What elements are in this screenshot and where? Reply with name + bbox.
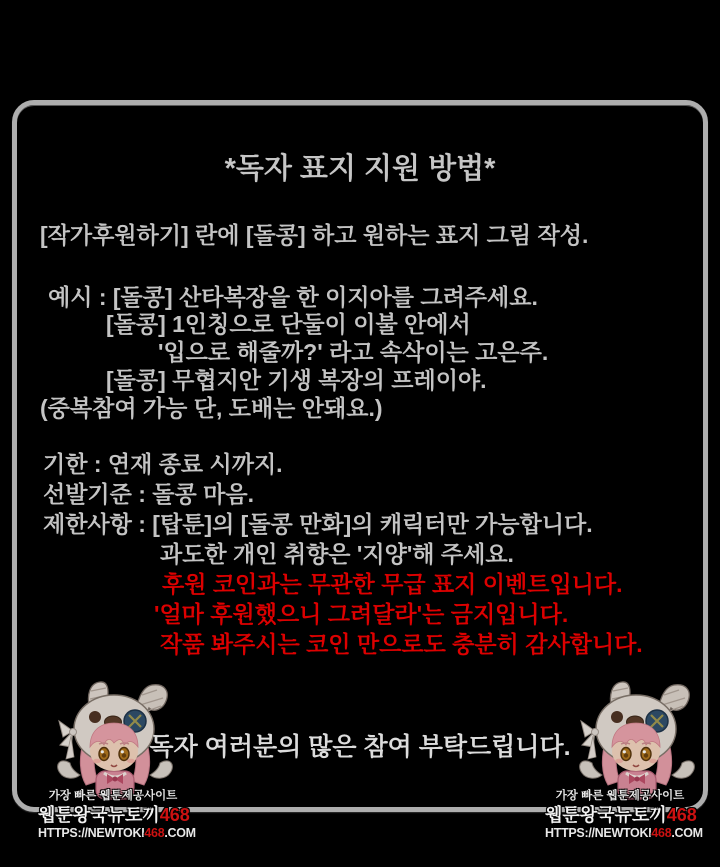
deadline-line: 기한 : 연재 종료 시까지. xyxy=(43,451,283,477)
watermark-site-number: 468 xyxy=(666,805,697,825)
watermark-url-number: 468 xyxy=(651,826,672,840)
support-method-line: [작가후원하기] 란에 [돌콩] 하고 원하는 표지 그림 작성. xyxy=(40,222,589,248)
watermark-tagline: 가장 빠른 웹툰제공사이트 xyxy=(555,790,685,802)
warning-line-3: 작품 봐주시는 코인 만으로도 충분히 감사합니다. xyxy=(160,631,643,657)
watermark-url xyxy=(38,826,196,841)
example-line-2: [돌콩] 1인칭으로 단둘이 이불 안에서 xyxy=(106,311,471,337)
watermark-site-name xyxy=(38,804,188,826)
watermark-site-number: 468 xyxy=(159,805,190,825)
restriction-line-2: 과도한 개인 취향은 '지양'해 주세요. xyxy=(160,541,514,567)
example-line-4: [돌콩] 무협지안 기생 복장의 프레이야. xyxy=(106,367,487,393)
duplicate-entry-note: (중복참여 가능 단, 도배는 안돼요.) xyxy=(40,395,383,421)
watermark-url-suffix: .COM xyxy=(671,826,703,840)
watermark-tagline: 가장 빠른 웹툰제공사이트 xyxy=(48,790,178,802)
restriction-line-1: 제한사항 : [탑툰]의 [돌콩 만화]의 캐릭터만 가능합니다. xyxy=(43,511,593,537)
selection-criteria-line: 선발기준 : 돌콩 마음. xyxy=(43,481,254,507)
watermark-url-suffix: .COM xyxy=(164,826,196,840)
watermark-site-text: 웹툰왕국뉴토끼 xyxy=(38,805,160,825)
page-title: *독자 표지 지원 방법* xyxy=(224,153,496,185)
watermark-site-name xyxy=(545,804,695,826)
example-line-1: 예시 : [돌콩] 산타복장을 한 이지아를 그려주세요. xyxy=(48,284,538,310)
watermark-site-text: 웹툰왕국뉴토끼 xyxy=(545,805,667,825)
watermark-url xyxy=(545,826,703,841)
watermark-url-prefix: HTTPS://NEWTOKI xyxy=(545,826,652,840)
site-watermark-right xyxy=(545,789,703,841)
warning-line-1: 후원 코인과는 무관한 무급 표지 이벤트입니다. xyxy=(162,571,623,597)
watermark-url-prefix: HTTPS://NEWTOKI xyxy=(38,826,145,840)
example-line-3: '입으로 해줄까?' 라고 속삭이는 고은주. xyxy=(158,339,549,365)
warning-line-2: '얼마 후원했으니 그려달라'는 금지입니다. xyxy=(154,601,569,627)
footer-message: 독자 여러분의 많은 참여 부탁드립니다. xyxy=(149,733,571,761)
site-watermark-left xyxy=(38,789,196,841)
watermark-url-number: 468 xyxy=(144,826,165,840)
